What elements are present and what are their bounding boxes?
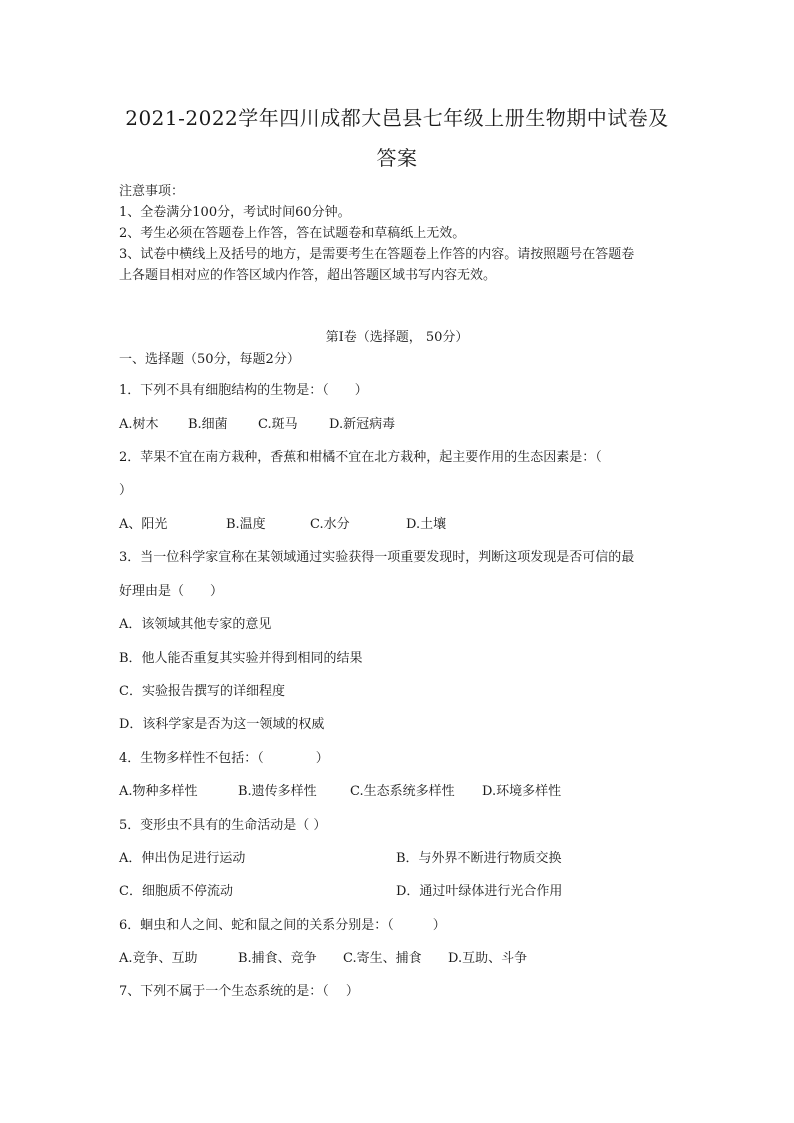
part-title: 一、选择题（50分，每题2分） bbox=[119, 352, 300, 367]
notice-item: 1、全卷满分100分，考试时间60分钟。 bbox=[119, 205, 351, 220]
notice-block bbox=[119, 181, 679, 286]
q2-option-c: C.水分 bbox=[310, 517, 350, 532]
question-6-stem: 6．蛔虫和人之间、蛇和鼠之间的关系分别是：（ ） bbox=[119, 918, 446, 933]
q3-option-a: A．该领域其他专家的意见 bbox=[119, 617, 272, 632]
question-3-stem-continued: 好理由是（ ） bbox=[119, 584, 224, 599]
notice-item: 3、试卷中横线上及括号的地方，是需要考生在答题卷上作答的内容。请按照题号在答题卷 bbox=[119, 247, 635, 262]
q5-option-b: B．与外界不断进行物质交换 bbox=[396, 851, 562, 866]
question-5-stem: 5．变形虫不具有的生命活动是（ ） bbox=[119, 818, 327, 833]
notice-item: 2、考生必须在答题卷上作答，答在试题卷和草稿纸上无效。 bbox=[119, 226, 466, 241]
question-4-stem: 4．生物多样性不包括：（ ） bbox=[119, 751, 329, 766]
q4-option-a: A.物种多样性 bbox=[119, 784, 198, 799]
notice-item: 上各题目相对应的作答区域内作答，超出答题区域书写内容无效。 bbox=[119, 268, 497, 283]
question-1-stem: 1．下列不具有细胞结构的生物是：（ ） bbox=[119, 383, 368, 398]
q2-option-b: B.温度 bbox=[226, 517, 266, 532]
question-7-stem: 7、下列不属于一个生态系统的是：（ ） bbox=[119, 984, 359, 999]
section-title: 第Ⅰ卷（选择题， 50分） bbox=[325, 330, 469, 345]
notice-heading: 注意事项： bbox=[119, 184, 185, 199]
q3-option-c: C．实验报告撰写的详细程度 bbox=[119, 684, 285, 699]
question-3-stem: 3．当一位科学家宣称在某领域通过实验获得一项重要发现时，判断这项发现是否可信的最 bbox=[119, 550, 635, 565]
question-2-stem-continued: ） bbox=[119, 483, 133, 498]
q5-option-c: C．细胞质不停流动 bbox=[119, 884, 233, 899]
q6-option-a: A.竞争、互助 bbox=[119, 951, 198, 966]
q5-option-a: A．伸出伪足进行运动 bbox=[119, 851, 246, 866]
exam-title-line-2: 答案 bbox=[376, 146, 418, 170]
q5-option-d: D．通过叶绿体进行光合作用 bbox=[396, 884, 563, 899]
q4-option-d: D.环境多样性 bbox=[482, 784, 562, 799]
exam-title-line-1: 2021-2022学年四川成都大邑县七年级上册生物期中试卷及 bbox=[125, 106, 669, 130]
q1-option-c: C.斑马 bbox=[258, 417, 298, 432]
q1-option-a: A.树木 bbox=[119, 417, 159, 432]
q4-option-b: B.遗传多样性 bbox=[238, 784, 317, 799]
q2-option-d: D.土壤 bbox=[406, 517, 447, 532]
q6-option-b: B.捕食、竞争 bbox=[238, 951, 317, 966]
q3-option-d: D．该科学家是否为这一领域的权威 bbox=[119, 717, 325, 732]
q1-option-d: D.新冠病毒 bbox=[329, 417, 396, 432]
q1-option-b: B.细菌 bbox=[188, 417, 228, 432]
q2-option-a: A、阳光 bbox=[119, 517, 168, 532]
q3-option-b: B．他人能否重复其实验并得到相同的结果 bbox=[119, 651, 363, 666]
q4-option-c: C.生态系统多样性 bbox=[350, 784, 455, 799]
q6-option-c: C.寄生、捕食 bbox=[343, 951, 422, 966]
q6-option-d: D.互助、斗争 bbox=[448, 951, 528, 966]
question-2-stem: 2．苹果不宜在南方栽种，香蕉和柑橘不宜在北方栽种，起主要作用的生态因素是：（ bbox=[119, 450, 602, 465]
